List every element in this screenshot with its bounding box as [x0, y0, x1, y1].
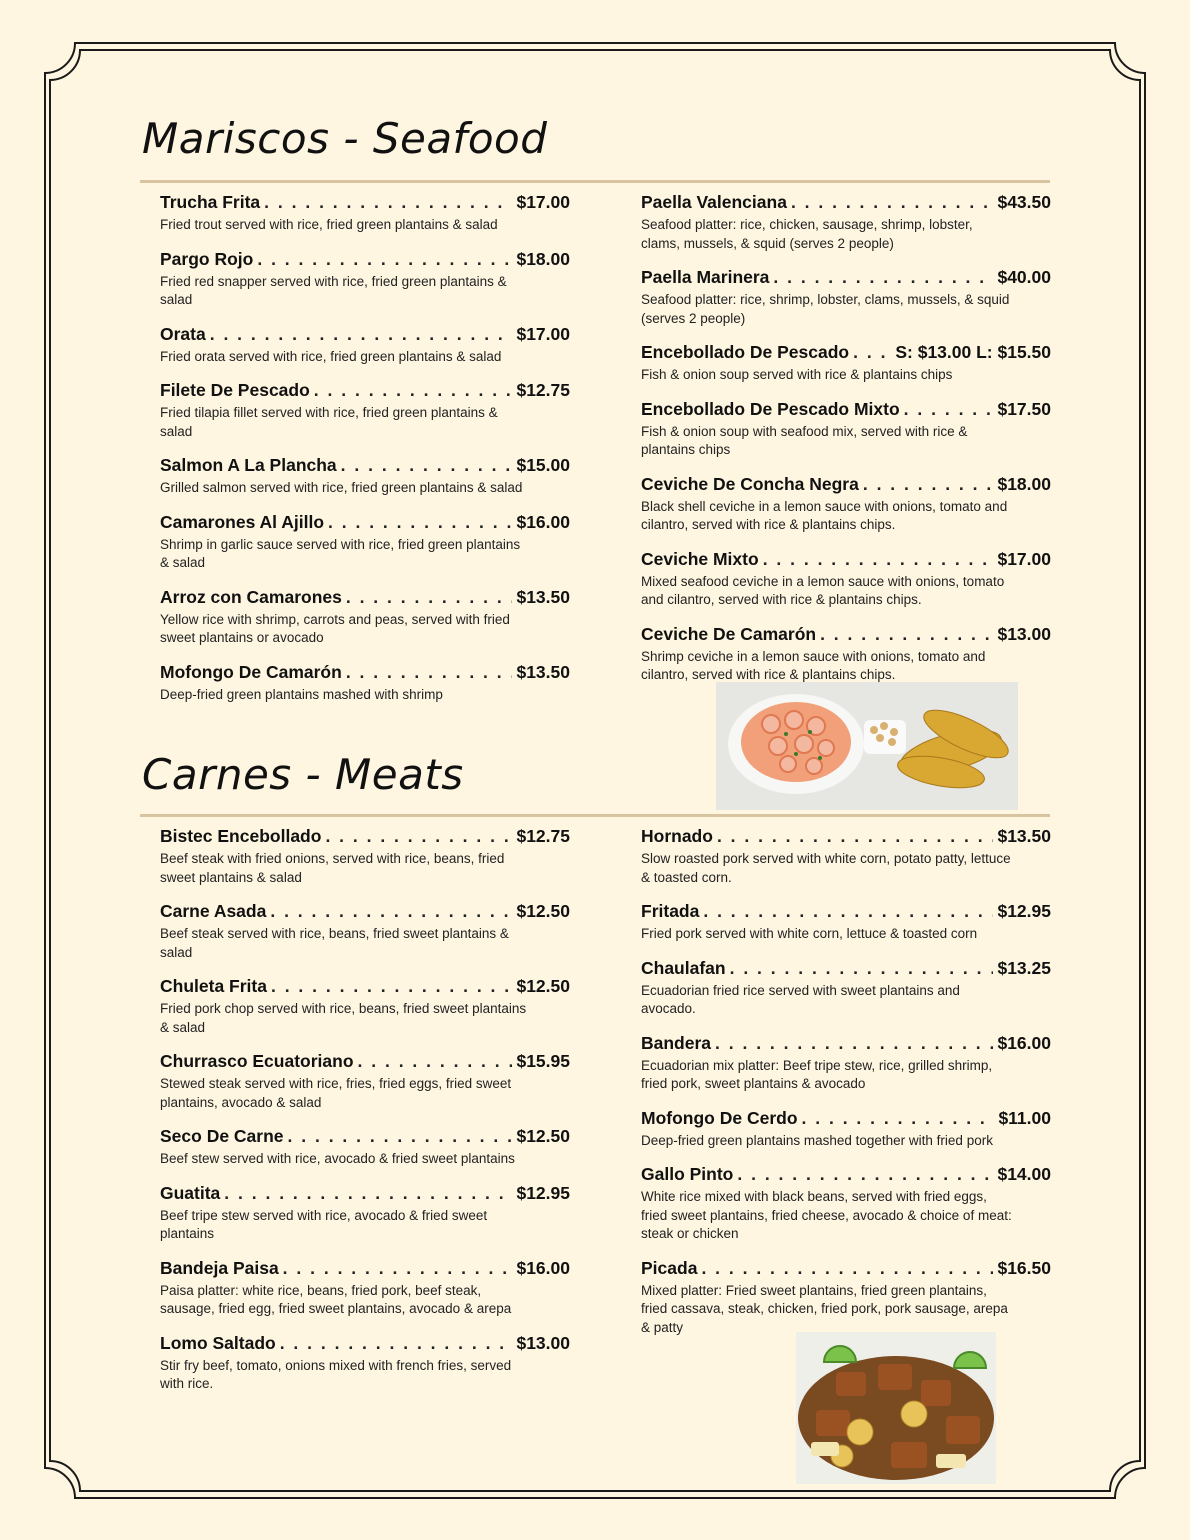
menu-item-header — [160, 249, 570, 270]
dot-leader — [773, 267, 993, 288]
menu-item-encebollado-de-pescado-mixto — [641, 399, 1051, 460]
menu-item-description: Fish & onion soup with seafood mix, served with rice & plantains chips — [641, 423, 968, 457]
menu-item-name: Trucha Frita — [160, 192, 261, 212]
menu-item-paella-valenciana — [641, 192, 1051, 253]
menu-item-header — [641, 399, 1051, 420]
menu-item-description: Deep-fried green plantains mashed with shrimp — [160, 686, 443, 702]
menu-item-price: S: $13.00 L: $15.50 — [895, 342, 1051, 362]
menu-item-name: Camarones Al Ajillo — [160, 511, 325, 532]
dot-leader — [264, 192, 512, 213]
menu-item-description: Paisa platter: white rice, beans, fried pork, beef steak, sausage, fried egg, fried sweet plantains, avocado & arepa — [160, 1282, 512, 1316]
dot-leader — [358, 1051, 513, 1072]
menu-item-name: Churrasco Ecuatoriano — [160, 1051, 354, 1071]
menu-item-header — [641, 1033, 1051, 1054]
menu-item-name: Fritada — [641, 901, 700, 921]
menu-item-description: Fish & onion soup served with rice & plantains chips — [641, 367, 953, 382]
menu-item-description: Beef stew served with rice, avocado & fried sweet plantains — [160, 1151, 515, 1166]
menu-item-hornado — [641, 826, 1051, 887]
menu-item-price: $18.00 — [516, 248, 570, 269]
menu-item-description: Beef tripe stew served with rice, avocado & fried sweet plantains — [160, 1207, 488, 1241]
menu-item-name: Hornado — [641, 826, 713, 846]
menu-item-encebollado-de-pescado — [641, 342, 1051, 385]
seafood-right-column — [641, 192, 1051, 699]
menu-item-price: $12.75 — [516, 826, 570, 846]
seafood-left-column — [160, 192, 570, 718]
dot-leader — [341, 455, 513, 476]
meats-right-column — [641, 826, 1051, 1351]
menu-item-name: Ceviche Mixto — [641, 548, 759, 569]
dot-leader — [802, 1108, 995, 1129]
dot-leader — [863, 474, 994, 495]
menu-item-description: Ecuadorian mix platter: Beef tripe stew, rice, grilled shrimp, fried pork, sweet plantains & avocado — [641, 1057, 993, 1091]
menu-item-price: $40.00 — [997, 267, 1051, 287]
dot-leader — [701, 1258, 993, 1279]
menu-item-header — [160, 1333, 570, 1354]
menu-item-header — [641, 1258, 1051, 1279]
menu-item-name: Salmon A La Plancha — [160, 455, 337, 475]
menu-item-name: Encebollado De Pescado Mixto — [641, 398, 900, 419]
menu-item-name: Paella Marinera — [641, 267, 770, 287]
menu-item-description: Fried tilapia fillet served with rice, fried green plantains & salad — [160, 405, 498, 439]
menu-item-description: Grilled salmon served with rice, fried green plantains & salad — [160, 480, 523, 495]
menu-item-price: $17.00 — [516, 323, 570, 344]
menu-item-name: Bistec Encebollado — [160, 826, 322, 846]
menu-item-price: $12.50 — [516, 901, 570, 921]
menu-item-price: $16.00 — [516, 511, 570, 532]
menu-item-price: $14.00 — [997, 1164, 1051, 1184]
menu-item-price: $12.50 — [516, 1126, 570, 1146]
menu-item-carne-asada — [160, 901, 570, 962]
menu-item-header — [160, 1258, 570, 1279]
menu-item-description: Stewed steak served with rice, fries, fried eggs, fried sweet plantains, avocado & salad — [160, 1076, 512, 1110]
dot-leader — [224, 1183, 512, 1204]
menu-item-name: Chuleta Frita — [160, 976, 267, 996]
dot-leader — [346, 662, 513, 683]
menu-item-header — [641, 624, 1051, 645]
menu-item-header — [641, 342, 1051, 363]
menu-item-price: $13.50 — [516, 661, 570, 682]
menu-item-orata — [160, 324, 570, 367]
menu-item-price: $43.50 — [997, 192, 1051, 212]
menu-item-price: $13.00 — [516, 1332, 570, 1353]
menu-item-chuleta-frita — [160, 976, 570, 1037]
menu-item-header — [160, 662, 570, 683]
menu-item-name: Mofongo De Camarón — [160, 661, 342, 682]
dot-leader — [257, 249, 512, 270]
menu-item-name: Arroz con Camarones — [160, 586, 342, 607]
dot-leader — [210, 324, 513, 345]
dot-leader — [904, 399, 994, 420]
menu-item-name: Encebollado De Pescado — [641, 342, 850, 362]
menu-item-name: Picada — [641, 1257, 698, 1278]
menu-item-filete-de-pescado — [160, 380, 570, 441]
dot-leader — [703, 901, 993, 922]
menu-item-fritada — [641, 901, 1051, 944]
menu-item-bandeja-paisa — [160, 1258, 570, 1319]
dot-leader — [717, 826, 994, 847]
dot-leader — [737, 1164, 993, 1185]
menu-item-price: $12.50 — [516, 976, 570, 996]
dot-leader — [763, 549, 994, 570]
menu-item-header — [160, 380, 570, 401]
menu-item-name: Carne Asada — [160, 901, 267, 921]
shrimp-ceviche-photo — [716, 682, 1018, 810]
dot-leader — [271, 976, 513, 997]
menu-item-description: Fried trout served with rice, fried green plantains & salad — [160, 217, 498, 232]
menu-item-price: $12.75 — [516, 380, 570, 400]
menu-item-header — [160, 324, 570, 345]
menu-item-header — [160, 192, 570, 213]
menu-item-description: Slow roasted pork served with white corn, potato patty, lettuce & toasted corn. — [641, 851, 1011, 885]
menu-item-arroz-con-camarones — [160, 587, 570, 648]
menu-item-name: Filete De Pescado — [160, 380, 310, 400]
menu-item-mofongo-de-camaron — [160, 662, 570, 705]
menu-item-ceviche-de-concha-negra — [641, 474, 1051, 535]
menu-item-price: $12.95 — [516, 1182, 570, 1203]
menu-item-price: $13.50 — [516, 586, 570, 607]
menu-item-mofongo-de-cerdo — [641, 1108, 1051, 1151]
menu-item-description: Mixed platter: Fried sweet plantains, fried green plantains, fried cassava, steak, chicken, fried pork, pork sausage, arepa & patty — [641, 1282, 1008, 1335]
menu-item-description: Seafood platter: rice, chicken, sausage, shrimp, lobster, clams, mussels, & squid (serves 2 people) — [641, 217, 973, 251]
menu-item-header — [641, 958, 1051, 979]
menu-item-gallo-pinto — [641, 1164, 1051, 1244]
menu-item-price: $18.00 — [997, 473, 1051, 494]
menu-item-name: Ceviche De Concha Negra — [641, 473, 859, 494]
menu-item-price: $16.00 — [516, 1257, 570, 1278]
menu-item-trucha-frita — [160, 192, 570, 235]
menu-item-header — [641, 1108, 1051, 1129]
menu-item-price: $17.00 — [516, 192, 570, 212]
menu-item-header — [160, 512, 570, 533]
menu-item-header — [641, 1164, 1051, 1185]
menu-item-churrasco-ecuatoriano — [160, 1051, 570, 1112]
menu-item-price: $16.00 — [997, 1032, 1051, 1053]
menu-item-name: Paella Valenciana — [641, 192, 787, 212]
section-divider — [140, 180, 1050, 183]
section-divider — [140, 814, 1050, 817]
menu-item-picada — [641, 1258, 1051, 1338]
menu-item-header — [641, 901, 1051, 922]
menu-item-price: $16.50 — [997, 1257, 1051, 1278]
menu-item-description: Ecuadorian fried rice served with sweet plantains and avocado. — [641, 982, 960, 1016]
menu-item-header — [160, 587, 570, 608]
menu-item-description: Black shell ceviche in a lemon sauce with onions, tomato and cilantro, served with rice & plantains chips. — [641, 498, 1008, 532]
menu-item-price: $17.50 — [997, 398, 1051, 419]
dot-leader — [270, 901, 512, 922]
menu-item-name: Guatita — [160, 1182, 221, 1203]
menu-item-price: $13.50 — [997, 826, 1051, 846]
menu-item-pargo-rojo — [160, 249, 570, 310]
meats-section-title: Carnes - Meats — [142, 750, 464, 799]
menu-item-name: Pargo Rojo — [160, 248, 254, 269]
menu-item-seco-de-carne — [160, 1126, 570, 1169]
menu-item-price: $17.00 — [997, 548, 1051, 569]
seafood-section-title: Mariscos - Seafood — [142, 114, 548, 163]
menu-item-header — [641, 549, 1051, 570]
menu-item-price: $13.00 — [997, 623, 1051, 644]
menu-item-description: Shrimp in garlic sauce served with rice, fried green plantains & salad — [160, 536, 521, 570]
menu-item-bandera — [641, 1033, 1051, 1094]
menu-item-header — [160, 1126, 570, 1147]
menu-item-header — [160, 1183, 570, 1204]
menu-item-chaulafan — [641, 958, 1051, 1019]
menu-item-header — [160, 1051, 570, 1072]
menu-item-name: Orata — [160, 323, 206, 344]
menu-item-name: Lomo Saltado — [160, 1332, 276, 1353]
menu-item-description: Stir fry beef, tomato, onions mixed with french fries, served with rice. — [160, 1357, 512, 1391]
menu-item-lomo-saltado — [160, 1333, 570, 1394]
menu-item-header — [160, 455, 570, 476]
menu-item-description: Fried pork chop served with rice, beans, fried sweet plantains & salad — [160, 1001, 527, 1035]
menu-item-salmon-a-la-plancha — [160, 455, 570, 498]
dot-leader — [346, 587, 513, 608]
menu-item-description: Beef steak served with rice, beans, fried sweet plantains & salad — [160, 926, 509, 960]
menu-item-price: $11.00 — [998, 1107, 1051, 1128]
menu-item-name: Bandera — [641, 1032, 712, 1053]
dot-leader — [715, 1033, 993, 1054]
menu-item-price: $13.25 — [997, 957, 1051, 978]
menu-item-description: Deep-fried green plantains mashed together with fried pork — [641, 1132, 993, 1148]
dot-leader — [314, 380, 513, 401]
menu-item-paella-marinera — [641, 267, 1051, 328]
menu-item-header — [641, 192, 1051, 213]
dot-leader — [791, 192, 994, 213]
dot-leader — [283, 1258, 513, 1279]
menu-item-price: $15.95 — [516, 1051, 570, 1071]
menu-item-camarones-al-ajillo — [160, 512, 570, 573]
menu-item-price: $15.00 — [516, 455, 570, 475]
menu-item-description: White rice mixed with black beans, served with fried eggs, fried sweet plantains, fried cheese, avocado & choice of meat: steak or chicken — [641, 1189, 1012, 1241]
menu-item-header — [160, 901, 570, 922]
menu-item-price: $12.95 — [997, 901, 1051, 921]
menu-item-ceviche-mixto — [641, 549, 1051, 610]
menu-item-ceviche-de-camaron — [641, 624, 1051, 685]
menu-item-header — [160, 976, 570, 997]
menu-item-name: Gallo Pinto — [641, 1164, 734, 1184]
menu-item-description: Beef steak with fried onions, served with rice, beans, fried sweet plantains & salad — [160, 851, 505, 885]
menu-item-header — [641, 267, 1051, 288]
dot-leader — [325, 826, 512, 847]
menu-item-header — [641, 474, 1051, 495]
dot-leader — [280, 1333, 513, 1354]
menu-item-name: Bandeja Paisa — [160, 1257, 279, 1278]
menu-item-name: Chaulafan — [641, 957, 726, 978]
menu-item-description: Seafood platter: rice, shrimp, lobster, clams, mussels, & squid (serves 2 people) — [641, 292, 1010, 326]
menu-item-bistec-encebollado — [160, 826, 570, 887]
dot-leader — [730, 958, 994, 979]
menu-item-description: Mixed seafood ceviche in a lemon sauce with onions, tomato and cilantro, served with rice & plantains chips. — [641, 573, 1005, 607]
menu-item-header — [160, 826, 570, 847]
menu-item-description: Shrimp ceviche in a lemon sauce with onions, tomato and cilantro, served with rice & plantains chips. — [641, 648, 986, 682]
dot-leader — [288, 1126, 513, 1147]
menu-item-header — [641, 826, 1051, 847]
menu-item-name: Mofongo De Cerdo — [641, 1107, 798, 1128]
menu-item-name: Seco De Carne — [160, 1126, 284, 1146]
menu-item-guatita — [160, 1183, 570, 1244]
menu-item-description: Yellow rice with shrimp, carrots and peas, served with fried sweet plantains or avocado — [160, 611, 510, 645]
dot-leader — [820, 624, 993, 645]
menu-item-description: Fried pork served with white corn, lettuce & toasted corn — [641, 926, 978, 941]
picada-platter-photo — [796, 1332, 996, 1484]
dot-leader — [853, 342, 891, 363]
menu-item-name: Ceviche De Camarón — [641, 623, 817, 644]
meats-left-column — [160, 826, 570, 1408]
menu-item-description: Fried orata served with rice, fried green plantains & salad — [160, 348, 502, 364]
menu-item-description: Fried red snapper served with rice, fried green plantains & salad — [160, 273, 507, 307]
dot-leader — [328, 512, 512, 533]
